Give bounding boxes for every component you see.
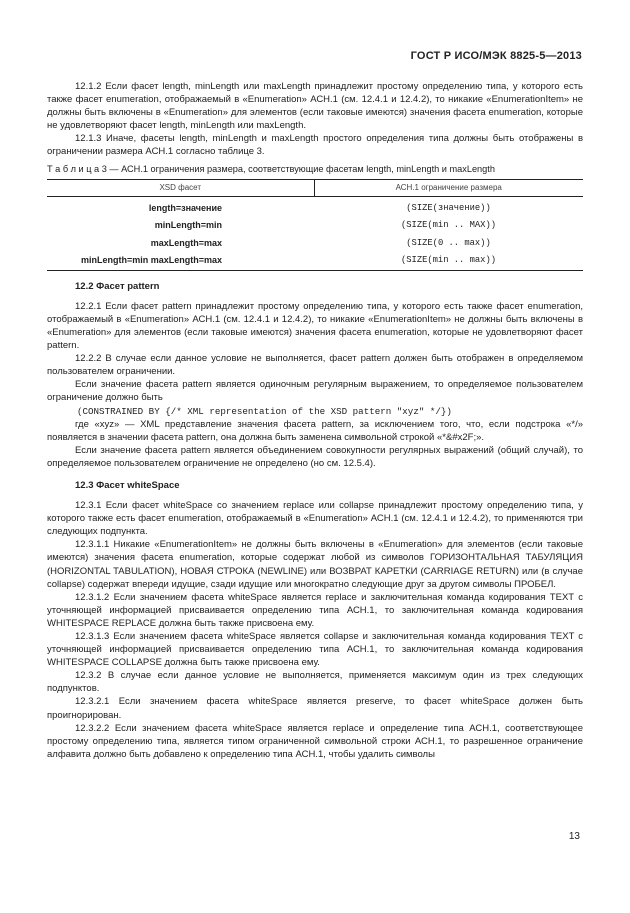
page-content [47,80,583,761]
table-row [47,235,583,253]
paragraph-12-3-2: 12.3.2 В случае если данное условие не выполняется, применяется максимум один из трех следующих подпунктов. [47,670,583,695]
document-header: ГОСТ Р ИСО/МЭК 8825-5—2013 [410,50,582,62]
asn-constraint-cell: (SIZE(значение)) [406,202,491,213]
page-number: 13 [568,831,580,842]
xsd-facet-cell: maxLength=max [150,237,222,248]
paragraph-pattern-single: Если значение фасета pattern является одиночным регулярным выражением, то определяемое пользователем ограничение должно быть [47,379,583,404]
table-row [47,217,583,235]
paragraph-pattern-union: Если значение фасета pattern является объединением совокупности регулярных выражений (общий случай), то определяемое пользователем ограничение не определено (но см. 12.5.4). [47,444,583,469]
paragraph-12-3-1-3: 12.3.1.3 Если значением фасета whiteSpace является collapse и заключительная команда кодирования TEXT с уточняющей информацией присваивается определению типа АСН.1, то заключительная команда кодирования WHITESPACE COLLAPSE должна быть также присвоена ему. [47,631,583,669]
paragraph-xyz-note: где «xyz» — XML представление значения фасета pattern, за исключением того, что, если подстрока «*/» появляется в значении фасета pattern, она должна быть заменена символьной строкой «*&#x2F;». [47,418,583,443]
paragraph-12-1-3: 12.1.3 Иначе, фасеты length, minLength и maxLength простого определения типа должны быть отображены в ограничении размера АСН.1 согласно таблице 3. [47,133,583,158]
paragraph-12-3-2-2: 12.3.2.2 Если значением фасета whiteSpace является replace и определение типа АСН.1, соответствующее простому определению типа, является типом ограниченной символьной строки АСН.1, то разрешенное ограничение алфавита должно быть добавлено к определению типа АСН.1, чтобы удалить символы [47,722,583,760]
paragraph-12-2-2: 12.2.2 В случае если данное условие не выполняется, фасет pattern должен быть отображен в определяемом пользователем ограничении. [47,353,583,378]
asn-constraint-cell: (SIZE(min .. max)) [314,252,583,270]
section-heading-12-2: 12.2 Фасет pattern [75,280,160,292]
paragraph-12-3-1-1: 12.3.1.1 Никакие «EnumerationItem» не должны быть включены в «Enumeration» для элементов (если таковые имеются) значения фасета enumeration, которые содержат любой из символов ГОРИЗОНТАЛЬНАЯ ТАБУЛЯЦИЯ (HORIZONTAL TABULATION), НОВАЯ СТРОКА (NEWLINE) или ВОЗВРАТ КАРЕТКИ (CARRIAGE RETURN) или (в случае collapse) содержат впереди идущие, сзади идущие или многократно следующие друг за другом символы ПРОБЕЛ. [47,539,583,590]
table-row [47,252,583,270]
xsd-facet-cell: minLength=min maxLength=max [47,252,314,270]
xsd-facet-cell: length=значение [148,202,222,213]
section-heading-12-3: 12.3 Фасет whiteSpace [75,479,180,491]
paragraph-12-2-1: 12.2.1 Если фасет pattern принадлежит простому определению типа, у которого есть также фасет enumeration, отображаемый в «Enumeration» АСН.1 (см. 12.4.1 и 12.4.2), то никакие «EnumerationItem» не должны быть включены в «Enumeration» для элементов (если таковые имеются) значения фасета enumeration, которые не удовлетворяют фасет pattern. [47,300,583,352]
column-header-xsd: XSD фасет [47,179,314,196]
asn-constraint-cell: (SIZE(0 .. max)) [406,237,491,248]
table-caption: Т а б л и ц а 3 — АСН.1 ограничения размера, соответствующие фасетам length, minLength и maxLength [47,163,495,174]
paragraph-12-3-1-2: 12.3.1.2 Если значением фасета whiteSpace является replace и заключительная команда кодирования TEXT с уточняющей информацией присваивается определению типа АСН.1, то заключительная команда кодирования WHITESPACE REPLACE должна быть также присвоена ему. [47,591,583,629]
constraint-code: (CONSTRAINED BY {/* XML representation of the XSD pattern "xyz" */}) [77,405,452,417]
asn-constraint-cell: (SIZE(min .. MAX)) [400,220,497,231]
table-3 [47,179,583,271]
paragraph-12-3-1: 12.3.1 Если фасет whiteSpace со значением replace или collapse принадлежит простому определению типа, у которого также есть фасет enumeration, отображаемый в «Enumeration» АСН.1 (см. 12.4.1 и 12.4.2), то применяются три следующих подпункта. [47,500,583,538]
xsd-facet-cell: minLength=min [154,220,222,231]
paragraph-12-1-2: 12.1.2 Если фасет length, minLength или maxLength принадлежит простому определению типа, у которого есть также фасет enumeration, отображаемый в «Enumeration» АСН.1 (см. 12.4.1 и 12.4.2), то никакие «EnumerationItem» не должны быть включены в «Enumeration» для элементов (если таковые имеются) значения фасета enumeration, которые не удовлетворяют фасет length, minLength или maxLength. [47,81,583,132]
column-header-asn: АСН.1 ограничение размера [314,179,583,196]
paragraph-12-3-2-1: 12.3.2.1 Если значением фасета whiteSpace является preserve, то фасет whiteSpace должен быть проигнорирован. [47,696,583,721]
table-row [47,196,583,217]
